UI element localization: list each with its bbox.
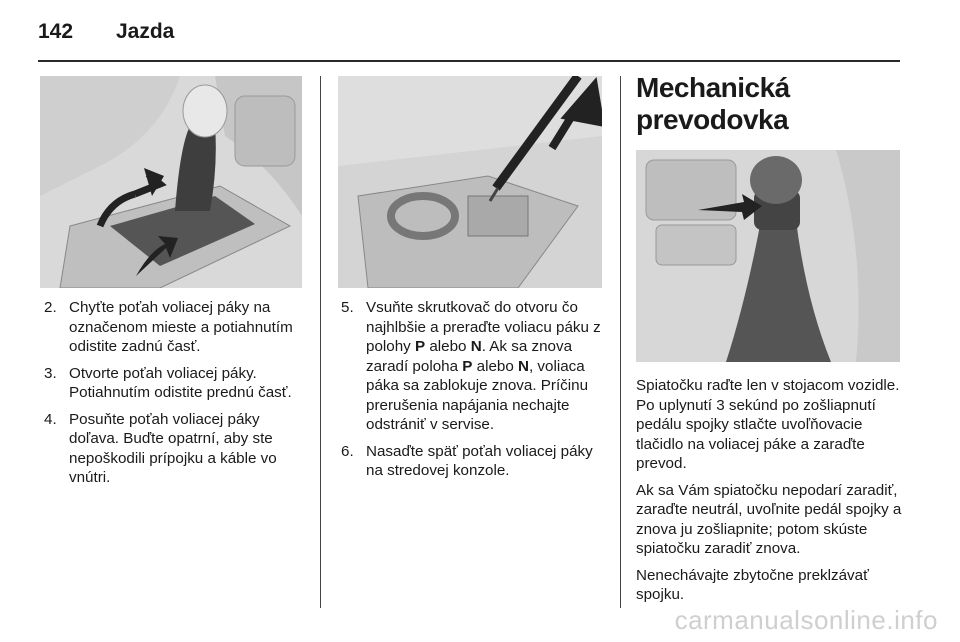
paragraph: Spiatočku raďte len v stojacom vozidle. Po uplynutí 3 sekúnd po zošliapnutí pedálu spojky stlačte uvoľňovacie tlačidlo na voliacej páke a zaraďte prevod. <box>636 377 900 472</box>
list-item: 2. Chyťte poťah voliacej páky na označenom mieste a potiahnutím odistite zadnú časť. <box>44 299 293 355</box>
figure-screwdriver <box>338 76 602 288</box>
list-item: 3. Otvorte poťah voliacej páky. Potiahnutím odistite prednú časť. <box>44 364 292 401</box>
page-number: 142 <box>38 20 74 43</box>
steps-list-1 <box>44 298 310 495</box>
column-divider-2 <box>620 76 621 608</box>
manual-transmission-text <box>636 376 902 612</box>
figure-selector-lever-cover <box>40 76 302 288</box>
section-heading: Mechanická prevodovka <box>636 72 790 135</box>
list-item: 5. Vsuňte skrutkovač do otvoru čo najhlbšie a preraďte voliacu páku z polohy P alebo N. Ak sa znova zaradí poloha P alebo N, voliaca páka sa zablokuje znova. Príčinu prerušenia napájania nechajte odstrániť v servise. <box>341 299 601 433</box>
paragraph: Nenechávajte zbytočne preklzávať spojku. <box>636 566 869 603</box>
paragraph: Ak sa Vám spiatočku nepodarí zaradiť, zaraďte neutrál, uvoľnite pedál spojky a znova ju zošliapnite; potom skúste spiatočku zaradiť znova. <box>636 481 902 557</box>
list-item: 6. Nasaďte späť poťah voliacej páky na stredovej konzole. <box>341 442 593 479</box>
watermark: carmanualsonline.info <box>674 605 938 635</box>
figure-manual-gear-lever <box>636 150 900 362</box>
list-item: 4. Posuňte poťah voliacej páky doľava. Buďte opatrní, aby ste nepoškodili prípojku a káble vo vnútri. <box>44 410 277 486</box>
steps-list-2 <box>341 298 605 488</box>
column-divider-1 <box>320 76 321 608</box>
header-rule <box>38 60 900 62</box>
section-title: Jazda <box>116 20 175 43</box>
